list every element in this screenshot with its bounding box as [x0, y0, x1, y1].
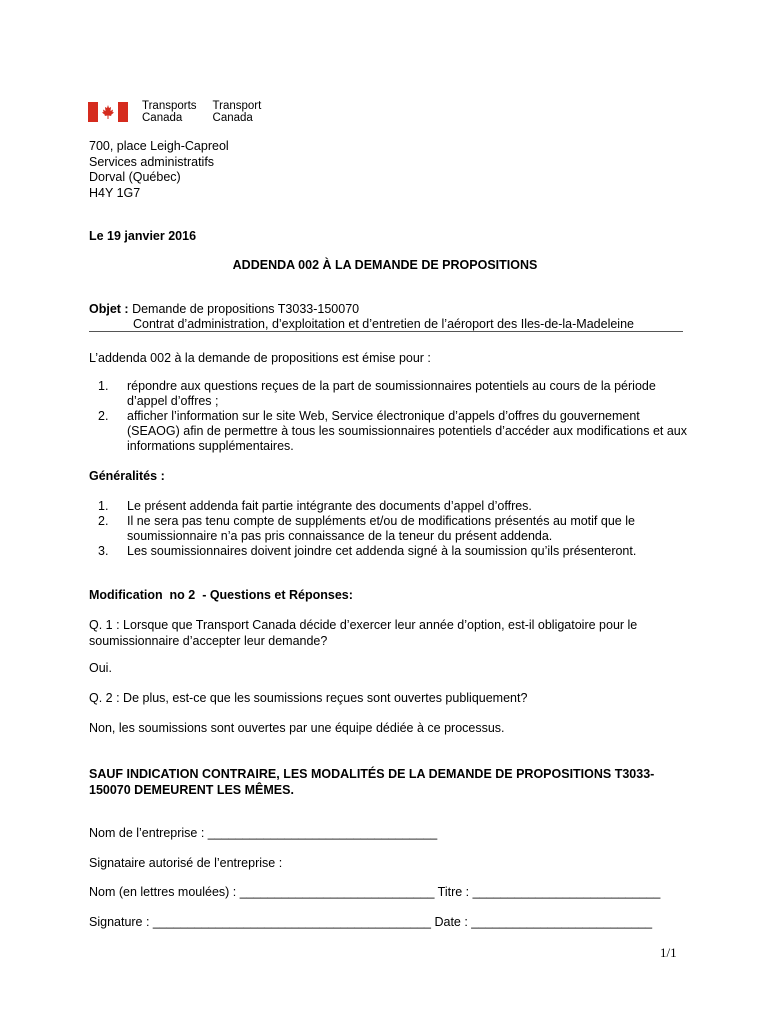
org-name-english: Transport Canada — [212, 100, 262, 124]
intro-text: L’addenda 002 à la demande de propositions est émise pour : — [89, 351, 431, 365]
company-name-field[interactable]: Nom de l’entreprise : _________________________________ — [89, 826, 438, 840]
purpose-list — [89, 379, 689, 454]
list-item: 1. répondre aux questions reçues de la part de soumissionnaires potentiels au cours de la période d’appel d’offres ; — [98, 379, 656, 408]
subject-line1: Demande de propositions T3033-150070 — [132, 302, 360, 316]
answer-2: Non, les soumissions sont ouvertes par une équipe dédiée à ce processus. — [89, 721, 505, 735]
question-2: Q. 2 : De plus, est-ce que les soumissions reçues sont ouvertes publiquement? — [89, 691, 528, 705]
signature-date-field[interactable]: Signature : ________________________________________ Date : __________________________ — [89, 915, 653, 929]
name-title-field[interactable]: Nom (en lettres moulées) : ____________________________ Titre : ___________________________ — [89, 885, 661, 899]
divider — [89, 331, 683, 332]
transport-canada-logo — [88, 100, 261, 124]
page-number: 1/1 — [660, 945, 677, 960]
sender-address: 700, place Leigh-Capreol Services administratifs Dorval (Québec) H4Y 1G7 — [89, 139, 229, 200]
letter-date: Le 19 janvier 2016 — [89, 229, 197, 243]
answer-1: Oui. — [89, 661, 112, 675]
org-name-french: Transports Canada — [142, 100, 197, 124]
subject-line2: Contrat d’administration, d’exploitation et d’entretien de l’aéroport des Iles-de-la-Madeleine — [133, 317, 634, 331]
question-1: Q. 1 : Lorsque que Transport Canada décide d’exercer leur année d’option, est-il obligatoire pour le soumissionnaire d’accepter leur demande? — [89, 618, 638, 648]
list-item: 2. afficher l’information sur le site Web, Service électronique d’appels d’offres du gouvernement (SEAOG) afin de permettre à tous les soumissionnaires potentiels d’accéder aux modifications et aux informations supplémentaires. — [98, 409, 687, 453]
list-item: 3. Les soumissionnaires doivent joindre cet addenda signé à la soumission qu’ils présenteront. — [98, 544, 637, 558]
modification-heading: Modification no 2 - Questions et Réponses: — [89, 588, 353, 602]
subject-label: Objet : — [89, 302, 129, 316]
list-item: 2. Il ne sera pas tenu compte de suppléments et/ou de modifications présentés au motif que le soumissionnaire n’a pas pris connaissance de la teneur du présent addenda. — [98, 514, 635, 543]
canada-flag-icon — [88, 102, 128, 122]
subject-block — [89, 302, 634, 332]
maple-leaf-icon — [100, 104, 116, 120]
signatory-label: Signataire autorisé de l’entreprise : — [89, 856, 283, 870]
list-item: 1. Le présent addenda fait partie intégrante des documents d’appel d’offres. — [98, 499, 532, 513]
closing-statement: SAUF INDICATION CONTRAIRE, LES MODALITÉS DE LA DEMANDE DE PROPOSITIONS T3033-150070 DEMEURENT LES MÊMES. — [89, 767, 655, 797]
document-title: ADDENDA 002 À LA DEMANDE DE PROPOSITIONS — [232, 258, 538, 272]
generalites-heading: Généralités : — [89, 469, 165, 483]
generalites-list — [89, 499, 689, 559]
